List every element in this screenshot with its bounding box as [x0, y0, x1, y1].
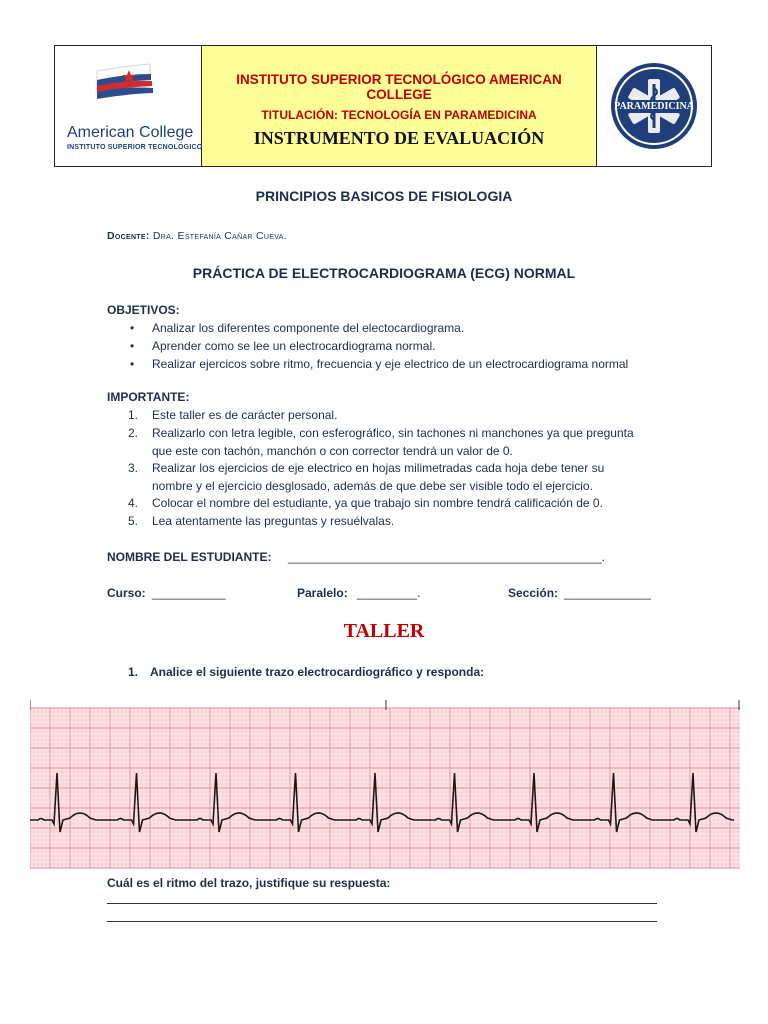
question-1: [128, 665, 484, 679]
paralelo-label: Paralelo:: [297, 586, 348, 600]
importante-item: Lea atentamente las preguntas y resuélvalas.: [152, 514, 395, 528]
subject-title: PRINCIPIOS BASICOS DE FISIOLOGIA: [255, 188, 513, 204]
importante-item-cont: nombre y el ejercicio desglosado, además de que debe ser visible todo el ejercicio.: [152, 479, 593, 493]
curso-field[interactable]: ___________: [152, 586, 226, 600]
objetivo-item: Analizar los diferentes componente del electocardiograma.: [152, 321, 465, 335]
answer-line[interactable]: [107, 903, 657, 904]
nombre-estudiante-field[interactable]: _______________________________________________.: [288, 550, 606, 564]
document-header: [54, 45, 712, 167]
docente-label: Docente:: [107, 230, 150, 242]
importante-item: Realizar los ejercicios de eje electrico en hojas milimetradas cada hoja debe tener su: [152, 461, 605, 475]
instrument-title: INSTRUMENTO DE EVALUACIÓN: [253, 128, 545, 148]
practice-title: PRÁCTICA DE ELECTROCARDIOGRAMA (ECG) NORMAL: [192, 265, 576, 281]
american-college-logo: [55, 46, 202, 166]
institute-name: INSTITUTO SUPERIOR TECNOLÓGICO AMERICAN COLLEGE: [236, 72, 562, 102]
bullet-icon: •: [130, 357, 135, 371]
logo-subtitle: INSTITUTO SUPERIOR TECNOLÓGICO: [67, 144, 203, 151]
flag-logo-icon: [55, 46, 201, 124]
objetivos-title: OBJETIVOS:: [107, 303, 180, 317]
answer-question: Cuál es el ritmo del trazo, justifique su respuesta:: [107, 876, 391, 890]
answer-line[interactable]: [107, 921, 657, 922]
logo-name: American College: [67, 124, 194, 141]
item-number: 5.: [128, 514, 139, 528]
docente-name: Dra. Estefanía Cañar Cueva.: [152, 230, 287, 242]
importante-item: Realizarlo con letra legible, con esferográfico, sin tachones ni manchones ya que pregunta: [152, 426, 634, 440]
importante-item-cont: que este con tachón, manchón o con corrector tendrá un valor de 0.: [152, 444, 513, 458]
ecg-strip: [30, 700, 740, 870]
importante-item: Este taller es de carácter personal.: [152, 408, 338, 422]
item-number: 2.: [128, 426, 139, 440]
paramedicina-logo: [597, 46, 711, 166]
bullet-icon: •: [130, 339, 135, 353]
seccion-field[interactable]: _____________: [564, 586, 651, 600]
bullet-icon: •: [130, 321, 135, 335]
nombre-estudiante-label: NOMBRE DEL ESTUDIANTE:: [107, 550, 272, 564]
paralelo-field[interactable]: _________.: [357, 586, 421, 600]
question-text: Analice el siguiente trazo electrocardiográfico y responda:: [150, 665, 485, 679]
taller-title: TALLER: [343, 620, 425, 642]
item-number: 3.: [128, 461, 139, 475]
logo-right-text: PARAMEDICINA: [614, 101, 694, 112]
seccion-label: Sección:: [508, 586, 559, 600]
item-number: 4.: [128, 496, 139, 510]
item-number: 1.: [128, 408, 139, 422]
objetivo-item: Realizar ejercicos sobre ritmo, frecuencia y eje electrico de un electrocardiograma normal: [152, 357, 629, 371]
objetivo-item: Aprender como se lee un electrocardiograma normal.: [152, 339, 436, 353]
docente-line: [107, 230, 287, 242]
titulation: TITULACIÓN: TECNOLOGÍA EN PARAMEDICINA: [261, 108, 537, 122]
header-center: [202, 46, 597, 166]
importante-item: Colocar el nombre del estudiante, ya que trabajo sin nombre tendrá calificación de 0.: [152, 496, 603, 510]
question-number: 1.: [128, 665, 139, 679]
importante-title: IMPORTANTE:: [107, 390, 190, 404]
curso-label: Curso:: [107, 586, 146, 600]
